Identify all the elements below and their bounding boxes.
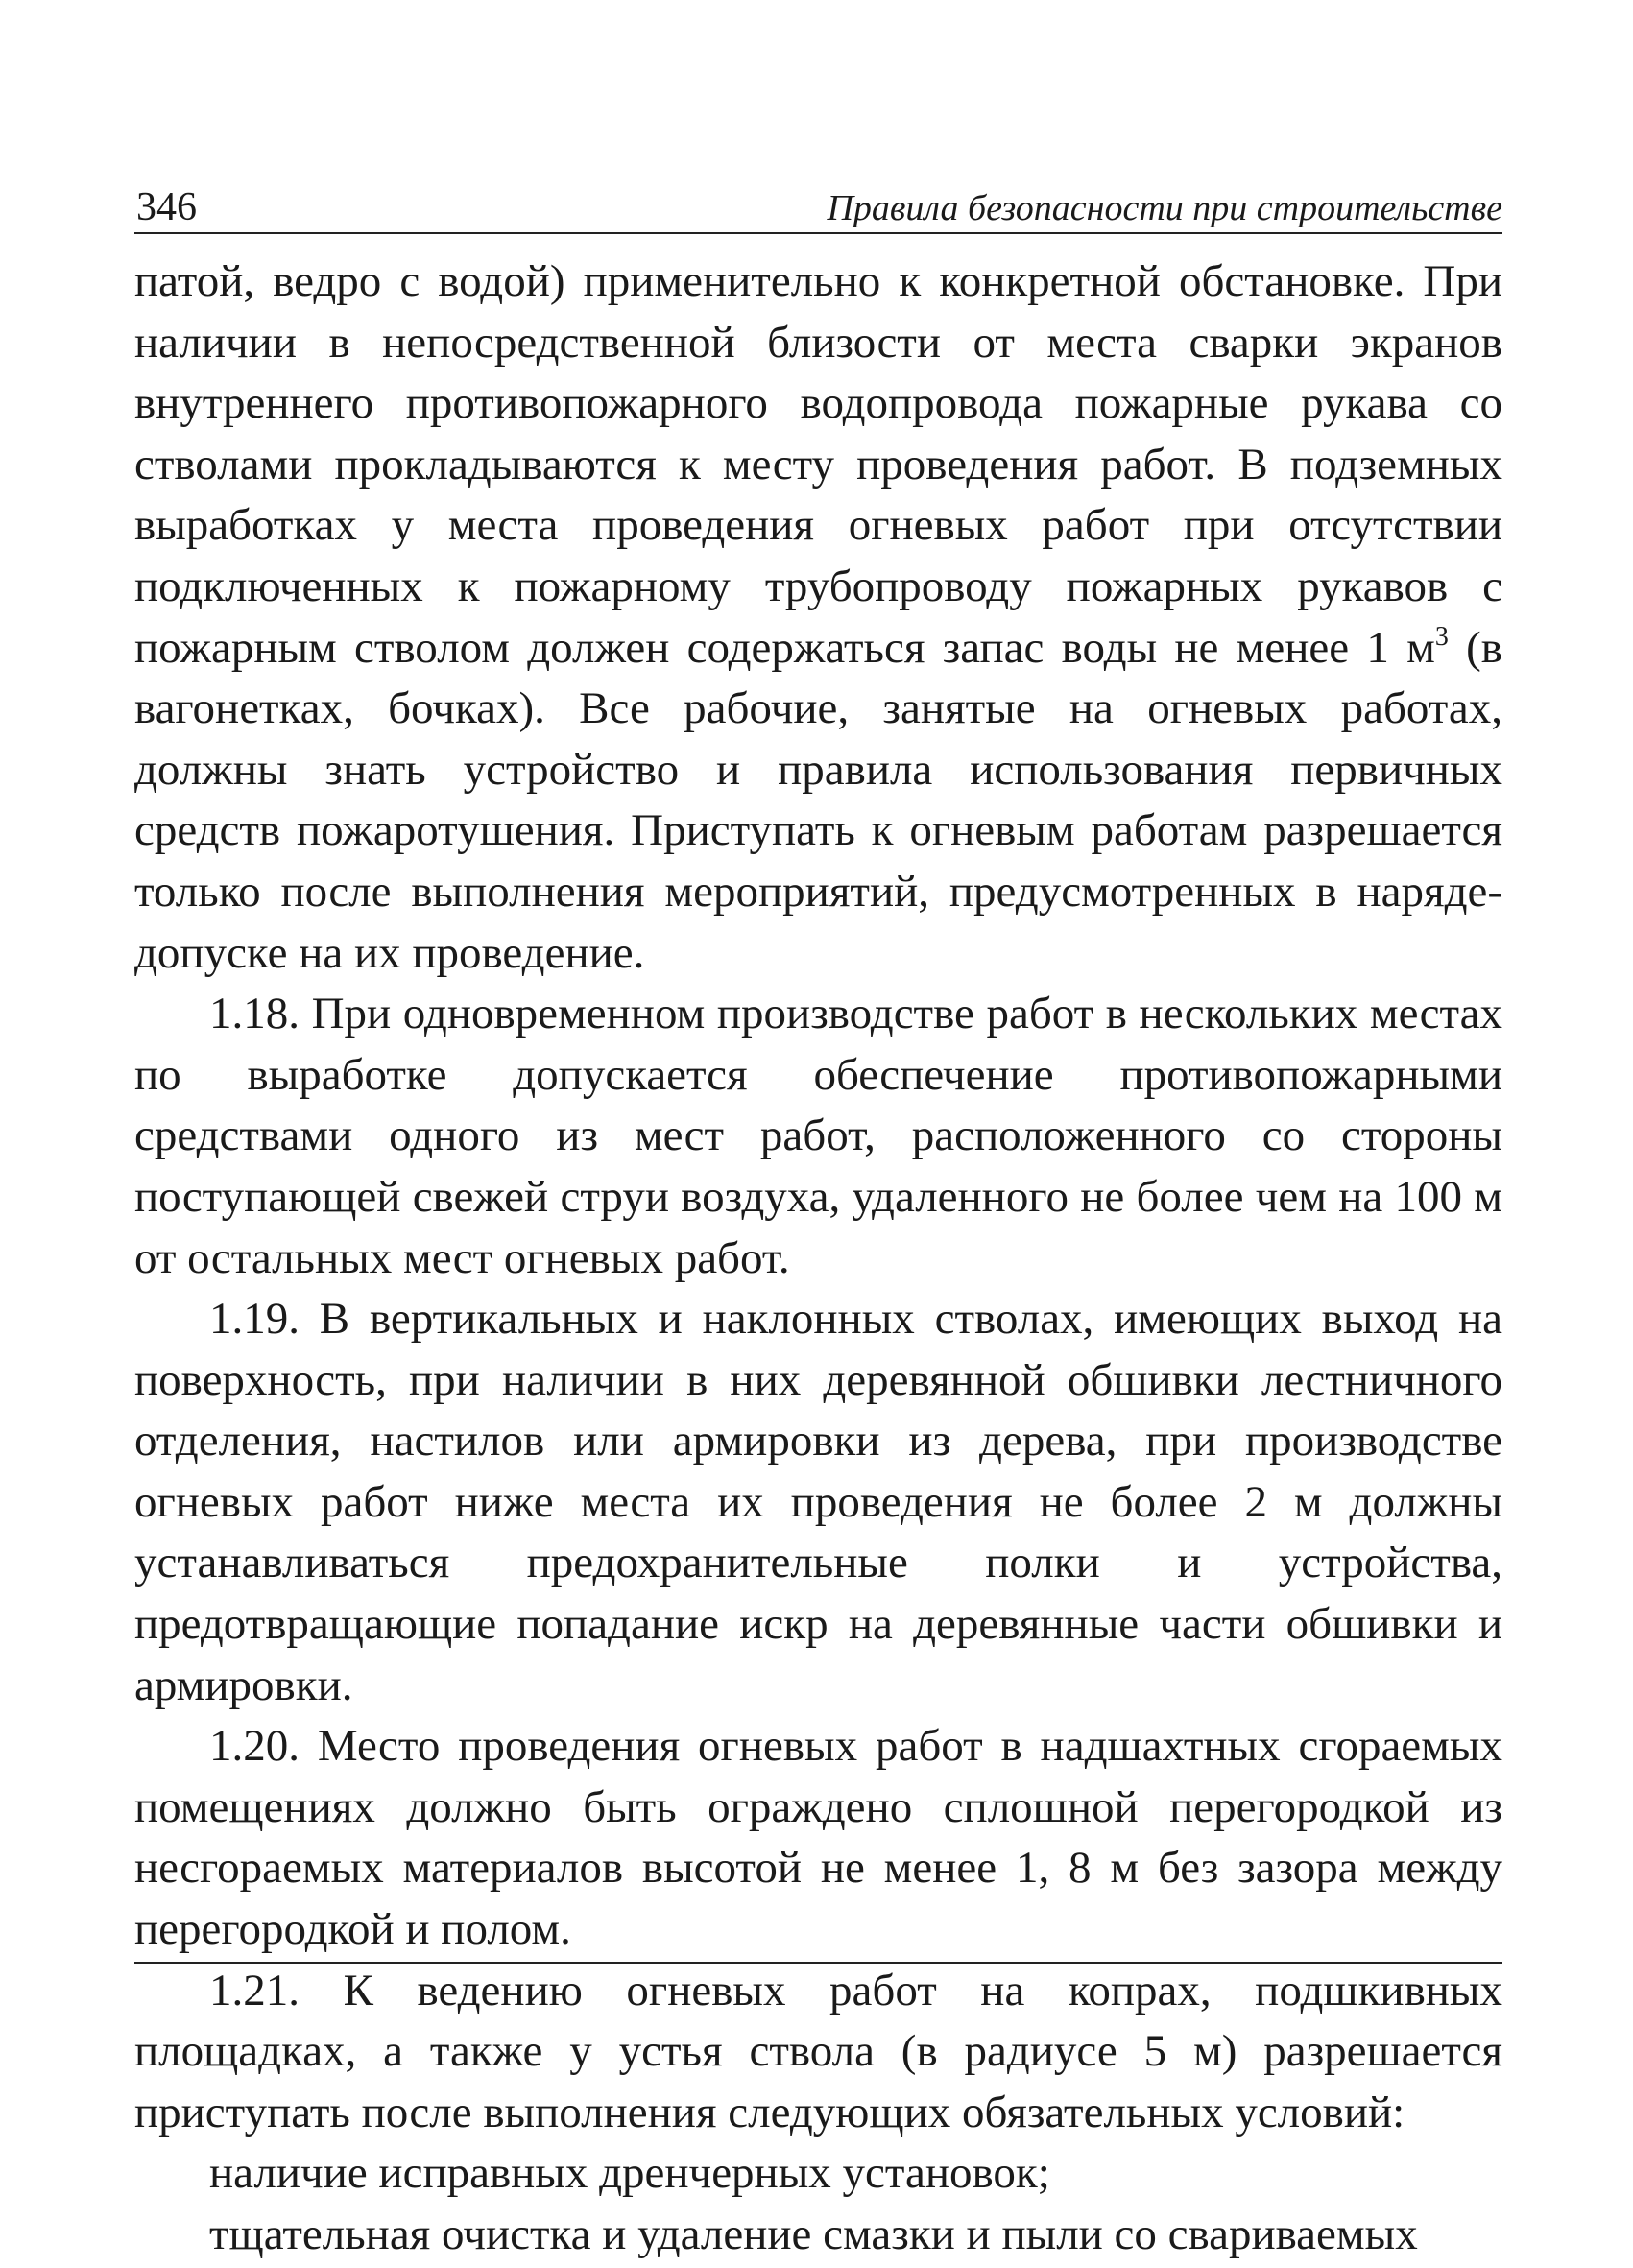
paragraph-1-18: 1.18. При одновременном производстве работ в нескольких местах по выработке допускается обеспечение противопожарными средствами одного из мест работ, расположенного со стороны поступающей свежей струи воздуха, удаленного не более чем на 100 м от остальных мест огневых работ. — [134, 989, 1502, 1283]
running-title: Правила безопасности при строительстве — [827, 188, 1502, 228]
list-item: наличие исправных дренчерных установок; — [209, 2148, 1050, 2199]
list-item: тщательная очистка и удаление смазки и пыли со свариваемых — [209, 2209, 1418, 2259]
paragraph-1-20: 1.20. Место проведения огневых работ в надшахтных сгораемых помещениях должно быть ограждено сплошной перегородкой из несгораемых материалов высотой не менее 1, 8 м без зазора между перегородкой и полом. — [134, 1721, 1502, 1955]
running-header — [134, 173, 1502, 234]
paragraph-text-tail: (в вагонетках, бочках). Все рабочие, занятые на огневых работах, должны знать устройство и правила использования первичных средств пожаротушения. Приступать к огневым работам разрешается только после выполнения мероприятий, предусмотренных в наряде-допуске на их проведение. — [134, 622, 1503, 978]
paragraph-continued — [134, 251, 1502, 984]
superscript: 3 — [1434, 621, 1449, 652]
footer-rule — [134, 1962, 1502, 1964]
book-page — [134, 173, 1503, 2259]
page-number: 346 — [136, 185, 197, 229]
paragraph-1-21: 1.21. К ведению огневых работ на копрах, подшкивных площадках, а также у устья ствола (в радиусе 5 м) разрешается приступать после выполнения следующих обязательных условий: — [134, 1965, 1502, 2137]
paragraph-1-19: 1.19. В вертикальных и наклонных стволах, имеющих выход на поверхность, при наличии в них деревянной обшивки лестничного отделения, настилов или армировки из дерева, при производстве огневых работ ниже места их проведения не более 2 м должны устанавливаться предохранительные полки и устройства, предотвращающие попадание искр на деревянные части обшивки и армировки. — [134, 1294, 1502, 1710]
paragraph-text: патой, ведро с водой) применительно к конкретной обстановке. При наличии в непосредственной близости от места сварки экранов внутреннего противопожарного водопровода пожарные рукава со стволами прокладываются к месту проведения работ. В подземных выработках у места проведения огневых работ при отсутствии подключенных к пожарному трубопроводу пожарных рукавов с пожарным стволом должен содержаться запас воды не менее 1 м — [134, 256, 1502, 673]
